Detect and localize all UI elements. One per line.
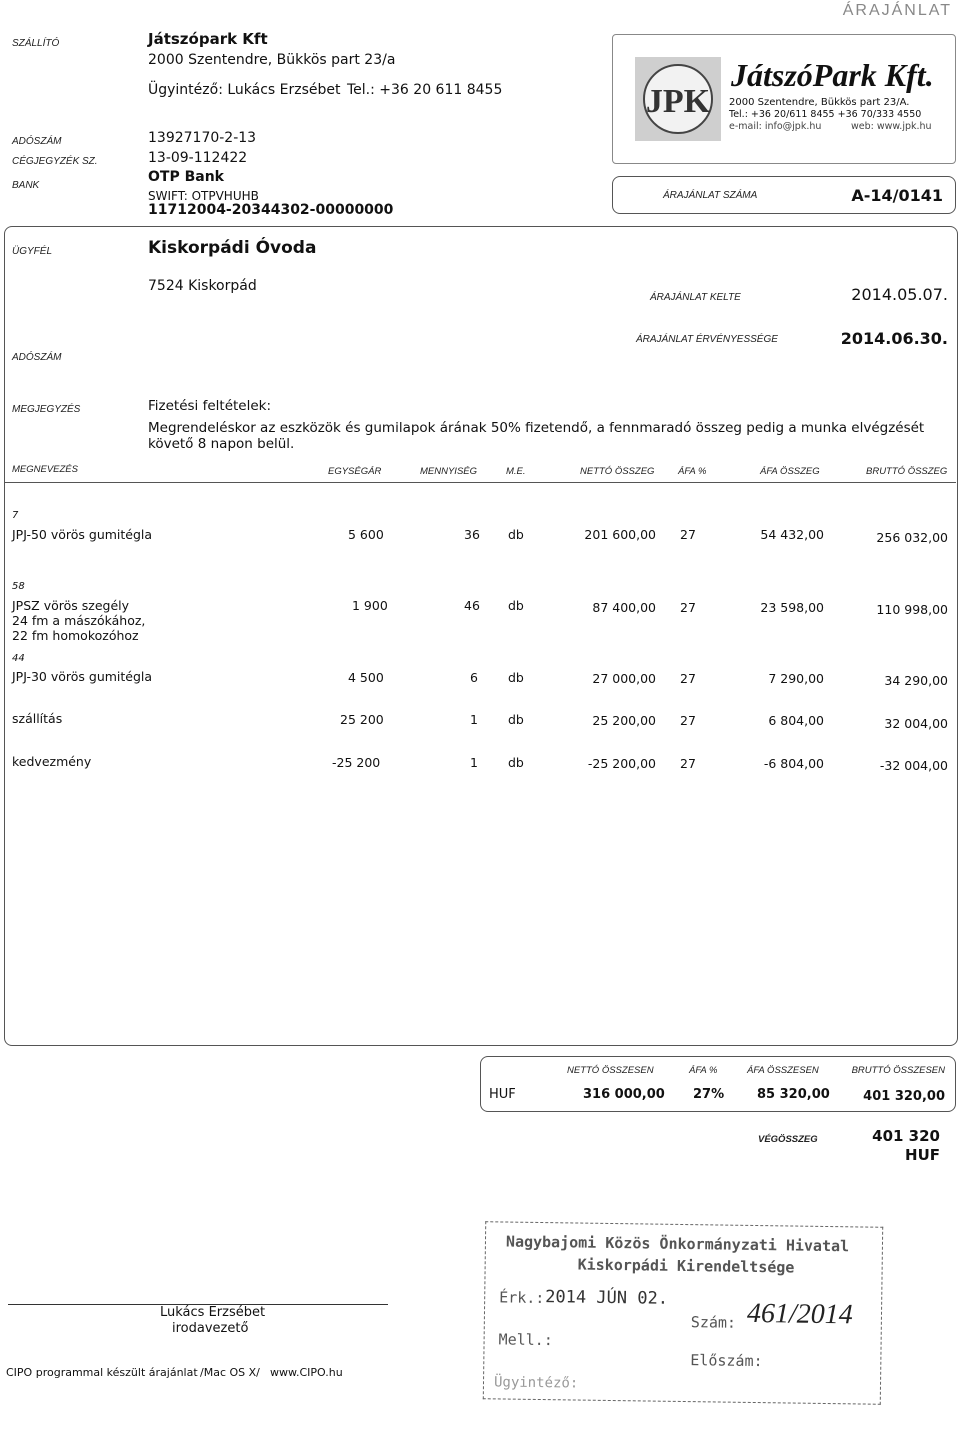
customer-tax-label: ADÓSZÁM [12,352,62,363]
totals-net-label: NETTÓ ÖSSZESEN [567,1065,654,1076]
header-unit-price: EGYSÉGÁR [328,466,382,477]
note-label: MEGJEGYZÉS [12,404,81,415]
quote-valid-label: ÁRAJÁNLAT ÉRVÉNYESSÉGE [636,334,778,345]
row-vat-pct: 27 [680,756,696,771]
signature-title: irodavezető [172,1321,249,1336]
supplier-contact: Ügyintéző: Lukács Erzsébet [148,82,341,98]
stamp-attachment-label: Mell.: [498,1330,553,1350]
logo-emblem [635,57,721,141]
quote-date: 2014.05.07. [851,285,948,304]
logo-web: web: www.jpk.hu [851,121,932,132]
totals-gross-label: BRUTTÓ ÖSSZESEN [851,1065,945,1076]
row-net: 201 600,00 [584,527,656,542]
grand-total-currency: HUF [905,1146,940,1164]
main-frame [4,226,958,1046]
receipt-stamp [483,1221,883,1405]
stamp-number: 461/2014 [746,1297,853,1331]
supplier-address: 2000 Szentendre, Bükkös part 23/a [148,52,396,68]
row-code: 58 [12,581,25,592]
footer-program: CIPO programmal készült árajánlat [6,1366,198,1379]
row-vat-pct: 27 [680,671,696,686]
header-net: NETTÓ ÖSSZEG [580,466,655,477]
stamp-prior-number-label: Előszám: [690,1351,763,1371]
header-vat: ÁFA ÖSSZEG [760,466,820,477]
header-rule [4,482,956,483]
row-name: JPJ-50 vörös gumitégla [12,527,153,542]
row-unit-price: -25 200 [332,755,381,770]
row-unit: db [508,712,524,727]
row-vat: 23 598,00 [760,600,824,615]
quote-date-label: ÁRAJÁNLAT KELTE [650,292,741,303]
supplier-reg-label: CÉGJEGYZÉK SZ. [12,156,98,167]
header-unit: M.E. [506,466,526,477]
row-code: 7 [12,510,19,521]
totals-vat-pct-label: ÁFA % [689,1065,718,1076]
row-net: 87 400,00 [592,600,656,615]
supplier-name: Játszópark Kft [148,30,268,48]
footer-web: www.CIPO.hu [270,1366,343,1379]
logo-box [612,34,956,164]
row-name: szállítás [12,711,63,726]
row-qty: 46 [464,598,480,613]
totals-vat-pct: 27% [693,1087,725,1102]
header-vat-pct: ÁFA % [678,466,707,477]
row-unit-price: 1 900 [352,598,388,613]
row-qty: 1 [470,755,478,770]
row-net: 27 000,00 [592,671,656,686]
row-net: -25 200,00 [587,756,656,771]
row-unit: db [508,755,524,770]
bank-name: OTP Bank [148,169,224,185]
supplier-phone: Tel.: +36 20 611 8455 [347,82,503,98]
row-name: JPSZ vörös szegély [12,598,129,613]
customer-name: Kiskorpádi Óvoda [148,238,317,258]
document-title: ÁRAJÁNLAT [842,2,952,19]
stamp-received-label: Érk.: [499,1288,545,1308]
row-gross: -32 004,00 [879,758,948,773]
totals-gross: 401 320,00 [863,1089,945,1104]
note-line3: követő 8 napon belül. [148,436,295,452]
row-extra: 22 fm homokozóhoz [12,628,139,643]
row-unit: db [508,527,524,542]
row-unit: db [508,598,524,613]
row-vat-pct: 27 [680,527,696,542]
row-net: 25 200,00 [592,713,656,728]
header-qty: MENNYISÉG [420,466,478,477]
grand-total-label: VÉGÖSSZEG [758,1134,818,1145]
totals-net: 316 000,00 [583,1087,665,1102]
bank-label: BANK [12,180,40,191]
logo-brand: JátszóPark Kft. [731,57,934,93]
stamp-received-date: 2014 JÚN 02. [545,1287,669,1309]
note-line1: Fizetési feltételek: [148,398,272,414]
row-vat: 54 432,00 [760,527,824,542]
supplier-tax-label: ADÓSZÁM [12,136,62,147]
footer-os: /Mac OS X/ [200,1366,260,1379]
row-qty: 36 [464,527,480,542]
logo-email: e-mail: info@jpk.hu [729,121,822,132]
row-vat: 7 290,00 [768,671,824,686]
totals-box [480,1056,956,1112]
row-vat-pct: 27 [680,600,696,615]
bank-account: 11712004-20344302-00000000 [148,202,394,218]
row-vat: -6 804,00 [763,756,824,771]
row-qty: 6 [470,670,478,685]
supplier-reg: 13-09-112422 [148,150,248,166]
supplier-label: SZÁLLÍTÓ [12,38,60,49]
stamp-office: Nagybajomi Közös Önkormányzati Hivatal [505,1232,850,1256]
row-name: kedvezmény [12,754,92,769]
quote-number-label: ÁRAJÁNLAT SZÁMA [663,190,758,201]
row-extra: 24 fm a mászókához, [12,613,146,628]
row-unit: db [508,670,524,685]
row-name: JPJ-30 vörös gumitégla [12,669,153,684]
customer-address: 7524 Kiskorpád [148,278,257,294]
row-unit-price: 25 200 [340,712,384,727]
row-code: 44 [12,653,25,664]
row-gross: 32 004,00 [884,716,948,731]
note-line2: Megrendeléskor az eszközök és gumilapok árának 50% fizetendő, a fennmaradó összeg pedig a munka elvégzését [148,420,925,436]
supplier-tax: 13927170-2-13 [148,130,257,146]
totals-vat-label: ÁFA ÖSSZESEN [747,1065,819,1076]
row-unit-price: 5 600 [348,527,384,542]
row-gross: 34 290,00 [884,673,948,688]
row-qty: 1 [470,712,478,727]
quote-number-box [612,176,956,214]
row-gross: 110 998,00 [876,602,948,617]
row-unit-price: 4 500 [348,670,384,685]
logo-phones: Tel.: +36 20/611 8455 +36 70/333 4550 [729,109,922,120]
stamp-number-label: Szám: [690,1313,737,1332]
row-vat-pct: 27 [680,713,696,728]
logo-address: 2000 Szentendre, Bükkös part 23/A. [729,97,910,108]
grand-total: 401 320 [872,1127,940,1145]
customer-label: ÜGYFÉL [12,246,53,257]
bank-swift: SWIFT: OTPVHUHB [148,189,259,203]
row-vat: 6 804,00 [768,713,824,728]
stamp-clerk-label: Ügyintéző: [493,1374,579,1392]
stamp-branch: Kiskorpádi Kirendeltsége [577,1255,795,1277]
header-gross: BRUTTÓ ÖSSZEG [866,466,948,477]
totals-vat: 85 320,00 [757,1087,830,1102]
logo-emblem-letters: JPK [645,83,711,120]
row-gross: 256 032,00 [876,530,948,545]
header-name: MEGNEVEZÉS [12,464,78,475]
signature-name: Lukács Erzsébet [160,1305,266,1320]
quote-number: A-14/0141 [851,186,943,205]
totals-currency: HUF [489,1087,516,1102]
quote-valid: 2014.06.30. [840,329,948,348]
